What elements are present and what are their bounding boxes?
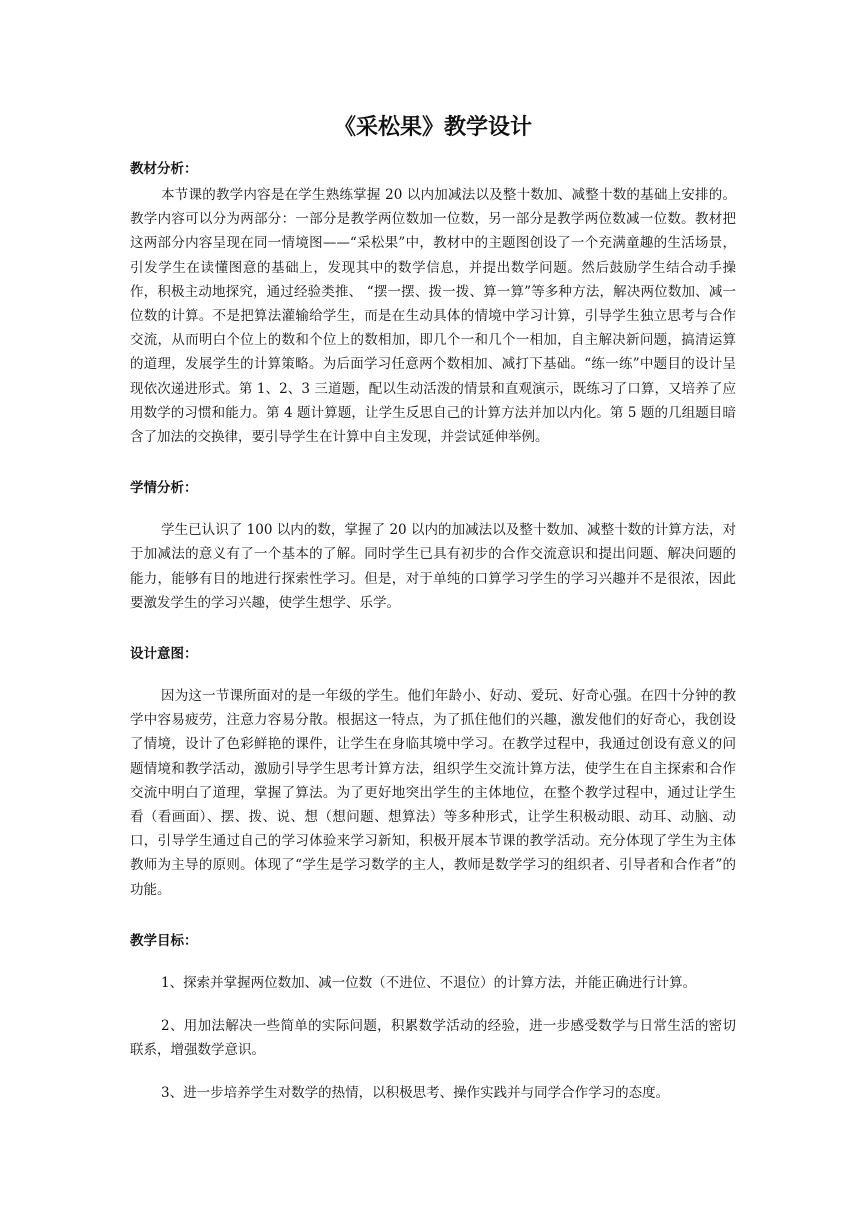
goal-item: 1、探索并掌握两位数加、减一位数（不进位、不退位）的计算方法，并能正确进行计算。 bbox=[161, 974, 697, 991]
document-page bbox=[130, 110, 736, 1106]
paragraph: 本节课的教学内容是在学生熟练掌握 20 以内加减法以及整十数加、减整十数的基础上安排的。教学内容可以分为两部分：一部分是教学两位数加一位数，另一部分是教学两位数减一位数。教材把这两部分内容呈现在同一情境图——“采松果”中，教材中的主题图创设了一个充满童趣的生活场景，引发学生在读懂图意的基础上，发现其中的数学信息，并提出数学问题。然后鼓励学生结合动手操作，积极主动地探究，通过经验类推、 “摆一摆、拨一拨、算一算”等多种方法，解决两位数加、减一位数的计算。不是把算法灌输给学生，而是在生动具体的情境中学习计算，引导学生独立思考与合作交流，从而明白个位上的数和个位上的数相加，即几个一和几个一相加，自主解决新问题，搞清运算的道理，发展学生的计算策略。为后面学习任意两个数相加、减打下基础。“练一练”中题目的设计呈现依次递进形式。第 1、2、3 三道题，配以生动活泼的情景和直观演示，既练习了口算，又培养了应用数学的习惯和能力。第 4 题计算题，让学生反思自己的计算方法并加以内化。第 5 题的几组题目暗含了加法的交换律，要引导学生在计算中自主发现，并尝试延伸举例。 bbox=[130, 187, 736, 446]
section-design-intent bbox=[130, 643, 736, 902]
paragraph: 因为这一节课所面对的是一年级的学生。他们年龄小、好动、爱玩、好奇心强。在四十分钟的教学中容易疲劳，注意力容易分散。根据这一特点，为了抓住他们的兴趣，激发他们的好奇心，我创设了情境，设计了色彩鲜艳的课件，让学生在身临其境中学习。在教学过程中，我通过创设有意义的问题情境和教学活动，激励引导学生思考计算方法，组织学生交流计算方法，使学生在自主探索和合作交流中明白了道理，掌握了算法。为了更好地突出学生的主体地位，在整个教学过程中，通过让学生看（看画面）、摆、拨、说、想（想问题、想算法）等多种形式，让学生积极动眼、动耳、动脑、动口，引导学生通过自己的学习体验来学习新知，积极开展本节课的教学活动。充分体现了学生为主体教师为主导的原则。体现了“学生是学习数学的主人，教师是数学学习的组织者、引导者和合作者”的功能。 bbox=[130, 688, 736, 898]
paragraph: 学生已认识了 100 以内的数，掌握了 20 以内的加减法以及整十数加、减整十数的计算方法，对于加减法的意义有了一个基本的了解。同时学生已具有初步的合作交流意识和提出问题、解决问题的能力，能够有目的地进行探索性学习。但是，对于单纯的口算学习学生的学习兴趣并不是很浓，因此要激发学生的学习兴趣，使学生想学、乐学。 bbox=[130, 522, 736, 611]
section-textbook-analysis bbox=[130, 158, 736, 449]
goal-item: 2、用加法解决一些简单的实际问题，积累数学活动的经验，进一步感受数学与日常生活的密切联系，增强数学意识。 bbox=[130, 1018, 736, 1059]
section-teaching-goals bbox=[130, 930, 736, 1106]
section-heading: 教学目标： bbox=[130, 932, 198, 949]
section-heading: 学情分析： bbox=[130, 480, 198, 497]
section-heading: 教材分析： bbox=[130, 161, 198, 177]
goal-item: 3、进一步培养学生对数学的热情，以积极思考、操作实践并与同学合作学习的态度。 bbox=[161, 1085, 670, 1102]
document-title: 《采松果》教学设计 bbox=[333, 115, 532, 140]
section-student-analysis bbox=[130, 477, 736, 615]
section-heading: 设计意图： bbox=[130, 646, 198, 663]
